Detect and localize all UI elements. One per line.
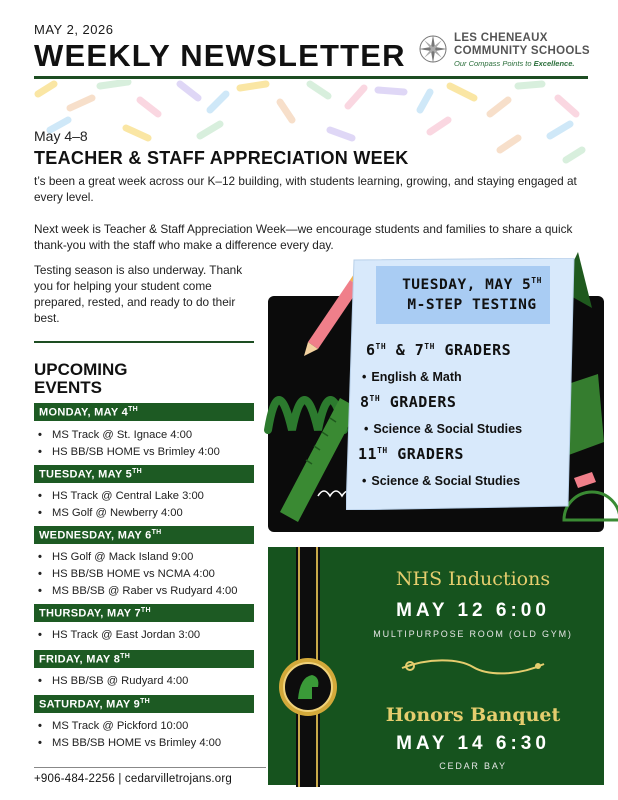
intro-paragraph-3: Testing season is also underway. Thank you for helping your student come prepared, rested, and ready to do their best. xyxy=(34,263,243,325)
day-header-monday: MONDAY, MAY 4TH xyxy=(34,403,254,421)
gold-flourish-divider xyxy=(398,656,548,678)
event-item: • MS Track @ St. Ignace 4:00 xyxy=(38,429,192,441)
honors-banquet-title: Honors Banquet xyxy=(385,704,561,726)
event-item: • MS BB/SB @ Raber vs Rudyard 4:00 xyxy=(38,585,237,597)
subject-item: • English & Math xyxy=(362,370,462,384)
newsletter-title: WEEKLY NEWSLETTER xyxy=(34,38,406,73)
school-tagline: Our Compass Points to Excellence. xyxy=(454,59,575,68)
footer-divider xyxy=(34,767,266,768)
event-item: • MS BB/SB HOME vs Brimley 4:00 xyxy=(38,737,221,749)
day-header-saturday: SATURDAY, MAY 9TH xyxy=(34,695,254,713)
event-item: • HS Track @ Central Lake 3:00 xyxy=(38,490,204,502)
subject-item: • Science & Social Studies xyxy=(362,474,520,488)
event-item: • HS Golf @ Mack Island 9:00 xyxy=(38,551,193,563)
honors-banquet-location: CEDAR BAY xyxy=(439,761,507,771)
award-ribbon-icon xyxy=(278,547,338,787)
newsletter-date: MAY 2, 2026 xyxy=(34,22,114,37)
event-item: • HS BB/SB HOME vs Brimley 4:00 xyxy=(38,446,220,458)
school-name: LES CHENEAUX COMMUNITY SCHOOLS xyxy=(454,32,590,57)
event-item: • MS Golf @ Newberry 4:00 xyxy=(38,507,183,519)
day-header-tuesday: TUESDAY, MAY 5TH xyxy=(34,465,254,483)
subject-item: • Science & Social Studies xyxy=(364,422,522,436)
header-divider xyxy=(34,76,588,79)
appreciation-week-dates: May 4–8 xyxy=(34,128,88,144)
upcoming-events-title: UPCOMING EVENTS xyxy=(34,360,128,397)
day-header-wednesday: WEDNESDAY, MAY 6TH xyxy=(34,526,254,544)
honors-banquet-date: MAY 14 6:30 xyxy=(396,733,550,754)
day-header-friday: FRIDAY, MAY 8TH xyxy=(34,650,254,668)
event-item: • MS Track @ Pickford 10:00 xyxy=(38,720,188,732)
testing-heading: TUESDAY, MAY 5TH M-STEP TESTING xyxy=(402,276,542,313)
nhs-inductions-location: MULTIPURPOSE ROOM (OLD GYM) xyxy=(373,629,573,639)
compass-icon xyxy=(418,34,448,64)
event-item: • HS Track @ East Jordan 3:00 xyxy=(38,629,200,641)
nhs-inductions-date: MAY 12 6:00 xyxy=(396,600,550,621)
appreciation-week-title: TEACHER & STAFF APPRECIATION WEEK xyxy=(34,148,409,168)
grade-label: 6TH & 7TH GRADERS xyxy=(366,341,512,359)
trojan-seal-icon xyxy=(279,658,337,716)
grade-label: 11TH GRADERS xyxy=(358,445,464,463)
intro-paragraph-2: Next week is Teacher & Staff Appreciation Week—we encourage students and families to share a quick thank-you with the staff who make a difference every day. xyxy=(34,222,573,252)
grade-label: 8TH GRADERS xyxy=(360,393,457,411)
intro-paragraph-1: t’s been a great week across our K–12 building, with students learning, growing, and staying engaged at every level. xyxy=(34,174,577,204)
event-item: • HS BB/SB @ Rudyard 4:00 xyxy=(38,675,188,687)
section-divider xyxy=(34,341,254,343)
day-header-thursday: THURSDAY, MAY 7TH xyxy=(34,604,254,622)
school-logo xyxy=(418,30,593,74)
nhs-inductions-title: NHS Inductions xyxy=(395,568,551,590)
event-item: • HS BB/SB HOME vs NCMA 4:00 xyxy=(38,568,215,580)
footer-contact: +906-484-2256 | cedarvilletrojans.org xyxy=(34,773,233,785)
